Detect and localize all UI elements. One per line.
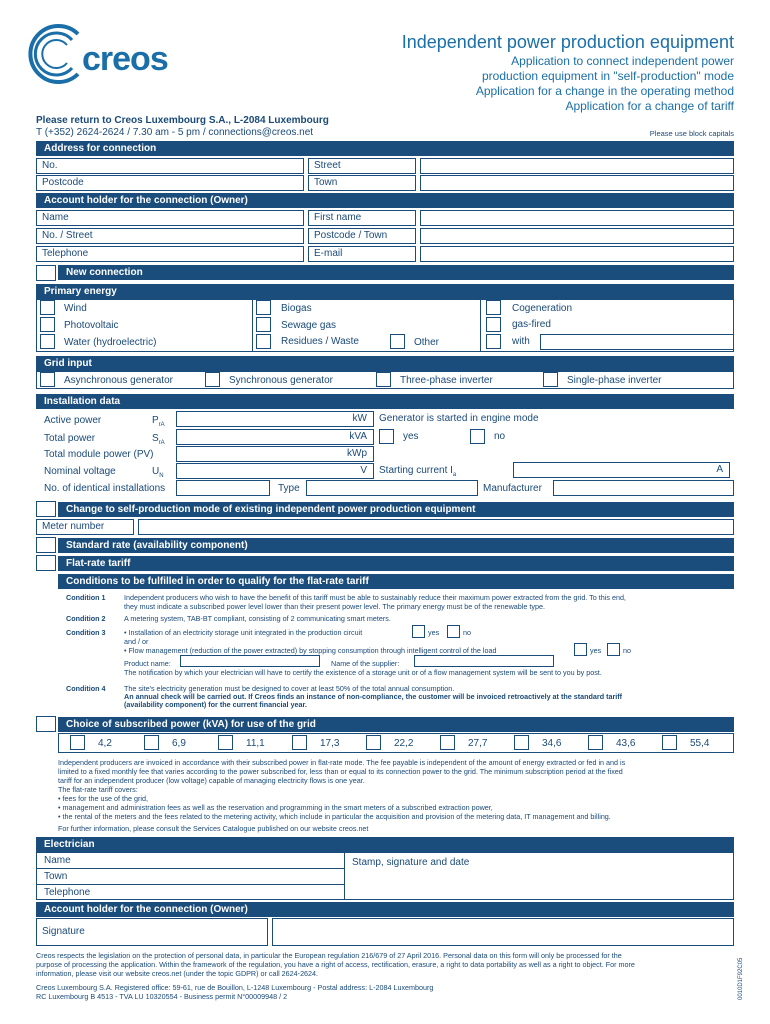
single-phase-checkbox[interactable]	[543, 372, 558, 387]
type-field[interactable]	[306, 480, 478, 496]
condition-1-text-1: Independent producers who wish to have the benefit of this tariff must be able to sustainably reduce their maximum power extracted from the grid. To this end,	[124, 593, 626, 602]
condition-4-bold-1: An annual check will be carried out. If Creos finds an instance of non-compliance, the customer will be invoiced retroactively at the standard tariff	[124, 692, 623, 701]
divider	[480, 299, 481, 352]
gdpr-line-2: purpose of processing the application. Within the framework of the regulation, you have a right of access, rectification, erasure, a right to data portability as well as a right to object. For more	[36, 960, 635, 969]
manufacturer-field[interactable]	[553, 480, 734, 496]
info-bullet-2: • management and administration fees as well as the reservation and programming in the smart meters of a subscribed extraction power,	[58, 803, 493, 812]
kva-option-label: 55,4	[690, 738, 710, 749]
holder-street-label: No. / Street	[42, 230, 93, 241]
starting-current-field[interactable]	[513, 462, 730, 478]
signature-field[interactable]	[272, 918, 734, 946]
town-label: Town	[314, 177, 338, 188]
block-capitals-note: Please use block capitals	[649, 129, 734, 138]
postcode-town-label-cell	[308, 228, 416, 244]
condition-1-text-2: they must indicate a subscribed power level lower than their present power level. The primary energy must be of the renewable type.	[124, 602, 545, 611]
primary-energy-bar: Primary energy	[36, 284, 734, 299]
kva-option-label: 43,6	[616, 738, 636, 749]
total-power-symbol-letter: S	[152, 433, 159, 444]
gas-fired-checkbox[interactable]	[486, 317, 501, 332]
divider	[36, 868, 344, 869]
total-power-field[interactable]	[176, 429, 374, 445]
postcode-field[interactable]	[36, 175, 304, 191]
starting-current-text: Starting current I	[379, 465, 453, 476]
product-name-field[interactable]	[180, 655, 320, 667]
no-field[interactable]	[36, 158, 304, 174]
info-bullet-3: • the rental of the meters and the fees related to the metering activity, which include in particular the acquisition and provision of the metering data, IT management and billing.	[58, 812, 611, 821]
engine-mode-label: Generator is started in engine mode	[379, 413, 539, 424]
water-checkbox[interactable]	[40, 334, 55, 349]
async-label: Asynchronous generator	[64, 375, 173, 386]
owner-signature-bar: Account holder for the connection (Owner)	[36, 902, 734, 917]
identical-installations-field[interactable]	[176, 480, 270, 496]
header-line-1: Application to connect independent power	[511, 54, 734, 68]
storage-yes-checkbox[interactable]	[412, 625, 425, 638]
kva-option-checkbox[interactable]	[662, 735, 677, 750]
condition-1-label: Condition 1	[66, 593, 106, 602]
wind-label: Wind	[64, 303, 87, 314]
postcode-town-field[interactable]	[420, 228, 734, 244]
flow-yes-checkbox[interactable]	[574, 643, 587, 656]
water-label: Water (hydroelectric)	[64, 337, 157, 348]
electrician-bar: Electrician	[36, 837, 734, 852]
manufacturer-label: Manufacturer	[483, 483, 542, 494]
kva-option-label: 34,6	[542, 738, 562, 749]
condition-2-text: A metering system, TAB-BT compliant, consisting of 2 communicating smart meters.	[124, 614, 391, 623]
sync-checkbox[interactable]	[205, 372, 220, 387]
active-power-symbol-letter: P	[152, 415, 159, 426]
brand-name: creos	[82, 40, 168, 78]
contact-line: T (+352) 2624-2624 / 7.30 am - 5 pm / connections@creos.net	[36, 127, 314, 138]
holder-name-label: Name	[42, 212, 69, 223]
storage-no-label: no	[463, 628, 471, 637]
return-address: Please return to Creos Luxembourg S.A., L-2084 Luxembourg	[36, 115, 329, 126]
engine-yes-checkbox[interactable]	[379, 429, 394, 444]
product-name-label: Product name:	[124, 659, 171, 668]
condition-2-label: Condition 2	[66, 614, 106, 623]
meter-number-label-cell	[36, 519, 134, 535]
total-power-subscript: rA	[158, 440, 165, 446]
header-line-4: Application for a change of tariff	[565, 99, 734, 113]
flow-yes-label: yes	[590, 646, 602, 655]
no-label: No.	[42, 160, 58, 171]
total-power-unit: kVA	[349, 431, 367, 442]
installation-bar: Installation data	[36, 394, 734, 409]
supplier-name-field[interactable]	[414, 655, 554, 667]
standard-rate-checkbox[interactable]	[36, 537, 56, 553]
cogeneration-checkbox[interactable]	[486, 300, 501, 315]
first-name-label: First name	[314, 212, 362, 223]
first-name-label-cell	[308, 210, 416, 226]
residues-label: Residues / Waste	[281, 336, 359, 347]
holder-street-field[interactable]	[36, 228, 304, 244]
kva-option-checkbox[interactable]	[440, 735, 455, 750]
company-address: Creos Luxembourg S.A. Registered office: 59-61, rue de Bouillon, L-1248 Luxembourg - Postal address: L-2084 Luxembourg	[36, 983, 434, 992]
street-label-cell	[308, 158, 416, 174]
condition-4-label: Condition 4	[66, 684, 106, 693]
email-label: E-mail	[314, 248, 343, 259]
holder-name-field[interactable]	[36, 210, 304, 226]
total-power-symbol	[152, 433, 165, 446]
condition-3-flow: • Flow management (reduction of the power extracted) by stopping consumption through intelligent control of the load	[124, 646, 497, 655]
engine-yes-label: yes	[403, 431, 419, 442]
signature-label: Signature	[42, 926, 85, 937]
grid-input-bar: Grid input	[36, 356, 734, 371]
flow-no-label: no	[623, 646, 631, 655]
condition-4-text: The site's electricity generation must be designed to cover at least 50% of the total annual consumption.	[124, 684, 455, 693]
residues-checkbox[interactable]	[256, 334, 271, 349]
company-registration: RC Luxembourg B 4513 - TVA LU 10320554 - Business permit N°00009948 / 2	[36, 992, 288, 1001]
kva-option-checkbox[interactable]	[70, 735, 85, 750]
active-power-symbol	[152, 415, 165, 428]
kva-option-label: 22,2	[394, 738, 414, 749]
new-connection-bar: New connection	[58, 265, 734, 280]
info-line-2: limited to a fixed monthly fee that varies according to the power subscribed for, less than or equal to its connection power to the grid. The minimum subscription period at the fixed	[58, 767, 623, 776]
change-mode-checkbox[interactable]	[36, 501, 56, 517]
standard-rate-bar: Standard rate (availability component)	[58, 538, 734, 553]
divider	[344, 852, 345, 900]
supplier-name-label: Name of the supplier:	[331, 659, 400, 668]
engine-no-label: no	[494, 431, 506, 442]
info-bullet-1: • fees for the use of the grid,	[58, 794, 149, 803]
total-power-label: Total power	[44, 433, 96, 444]
condition-3-note: The notification by which your electrician will have to certify the existence of a storage unit or of a flow management system will be sent to you by post.	[124, 668, 602, 677]
change-mode-bar: Change to self-production mode of existing independent power production equipment	[58, 502, 734, 517]
telephone-field[interactable]	[36, 246, 304, 262]
condition-4-bold-2: (availability component) for the current financial year.	[124, 700, 307, 709]
nominal-voltage-label: Nominal voltage	[44, 466, 116, 477]
module-power-unit: kWp	[347, 448, 367, 459]
other-checkbox[interactable]	[390, 334, 405, 349]
street-field[interactable]	[420, 158, 734, 174]
condition-3-storage: • Installation of an electricity storage unit integrated in the production circuit	[124, 628, 363, 637]
first-name-field[interactable]	[420, 210, 734, 226]
photovoltaic-checkbox[interactable]	[40, 317, 55, 332]
address-bar: Address for connection	[36, 141, 734, 156]
flat-rate-bar: Flat-rate tariff	[58, 556, 734, 571]
meter-number-label: Meter number	[42, 521, 105, 532]
town-label-cell	[308, 175, 416, 191]
flow-no-checkbox[interactable]	[607, 643, 620, 656]
signature-label-cell	[36, 918, 268, 946]
flat-rate-checkbox[interactable]	[36, 555, 56, 571]
storage-no-checkbox[interactable]	[447, 625, 460, 638]
subscribed-power-bar: Choice of subscribed power (kVA) for use of the grid	[58, 717, 734, 732]
async-checkbox[interactable]	[40, 372, 55, 387]
sync-label: Synchronous generator	[229, 375, 333, 386]
wind-checkbox[interactable]	[40, 300, 55, 315]
electrician-name-field[interactable]: Name	[44, 855, 71, 866]
three-phase-label: Three-phase inverter	[400, 375, 493, 386]
form-title: Independent power production equipment	[401, 32, 734, 52]
identical-installations-label: No. of identical installations	[44, 483, 166, 494]
sewage-label: Sewage gas	[281, 320, 337, 331]
kva-option-label: 27,7	[468, 738, 488, 749]
kva-option-checkbox[interactable]	[514, 735, 529, 750]
nominal-voltage-subscript: N	[159, 473, 164, 479]
with-label: with	[512, 336, 530, 347]
gdpr-line-3: information, please visit our website creos.net (under the topic GDPR) or call 2624-2624.	[36, 969, 319, 978]
kva-option-checkbox[interactable]	[144, 735, 159, 750]
engine-no-checkbox[interactable]	[470, 429, 485, 444]
town-field[interactable]	[420, 175, 734, 191]
postcode-town-label: Postcode / Town	[314, 230, 388, 241]
kva-option-checkbox[interactable]	[366, 735, 381, 750]
kva-option-label: 11,1	[246, 738, 265, 749]
active-power-field[interactable]	[176, 411, 374, 427]
active-power-label: Active power	[44, 415, 102, 426]
biogas-label: Biogas	[281, 303, 312, 314]
condition-3-label: Condition 3	[66, 628, 106, 637]
telephone-label: Telephone	[42, 248, 89, 259]
condition-3-and-or: and / or	[124, 637, 149, 646]
kva-option-label: 6,9	[172, 738, 186, 749]
kva-option-label: 17,3	[320, 738, 340, 749]
info-line-1: Independent producers are invoiced in accordance with their subscribed power in flat-rate mode. The fee payable is independent of the amount of energy extracted or fed in and is	[58, 758, 626, 767]
email-field[interactable]	[420, 246, 734, 262]
divider	[36, 884, 344, 885]
street-label: Street	[314, 160, 341, 171]
gas-fired-label: gas-fired	[512, 319, 551, 330]
nominal-voltage-symbol	[152, 466, 164, 479]
active-power-unit: kW	[352, 413, 367, 424]
holder-bar: Account holder for the connection (Owner)	[36, 193, 734, 208]
nominal-voltage-field[interactable]	[176, 463, 374, 479]
nominal-voltage-unit: V	[360, 465, 367, 476]
header-line-2: production equipment in "self-production" mode	[482, 69, 734, 83]
starting-current-unit: A	[716, 464, 723, 475]
starting-current-label	[379, 465, 456, 478]
info-line-3: tariff for an independent producer (low voltage) capable of managing electricity flows is one year.	[58, 776, 365, 785]
further-info: For further information, please consult the Services Catalogue published on our website creos.net	[58, 824, 369, 833]
kva-option-checkbox[interactable]	[218, 735, 233, 750]
photovoltaic-label: Photovoltaic	[64, 320, 119, 331]
stamp-signature-date-field[interactable]: Stamp, signature and date	[352, 857, 470, 868]
module-power-field[interactable]	[176, 446, 374, 462]
with-field[interactable]	[540, 334, 734, 350]
kva-option-checkbox[interactable]	[292, 735, 307, 750]
other-label: Other	[414, 337, 440, 348]
active-power-subscript: rA	[158, 422, 165, 428]
header-line-3: Application for a change in the operating method	[475, 84, 734, 98]
type-label: Type	[278, 483, 300, 494]
electrician-town-field[interactable]: Town	[44, 871, 68, 882]
with-checkbox[interactable]	[486, 334, 501, 349]
conditions-bar: Conditions to be fulfilled in order to qualify for the flat-rate tariff	[58, 574, 734, 589]
kva-option-checkbox[interactable]	[588, 735, 603, 750]
single-phase-label: Single-phase inverter	[567, 375, 662, 386]
gdpr-line-1: Creos respects the legislation on the protection of personal data, in particular the European regulation 216/679 of 27 April 2016. Personal data on this form will only be processed for the	[36, 951, 622, 960]
module-power-label: Total module power (PV)	[44, 449, 154, 460]
starting-current-subscript: a	[452, 472, 457, 478]
info-line-4: The flat-rate tariff covers:	[58, 785, 138, 794]
kva-option-label: 4,2	[98, 738, 112, 749]
three-phase-checkbox[interactable]	[376, 372, 391, 387]
postcode-label: Postcode	[42, 177, 84, 188]
divider	[252, 299, 253, 352]
cogeneration-label: Cogeneration	[512, 303, 573, 314]
subscribed-power-checkbox[interactable]	[36, 716, 56, 732]
storage-yes-label: yes	[428, 628, 440, 637]
biogas-checkbox[interactable]	[256, 300, 271, 315]
creos-logo	[22, 22, 182, 86]
electrician-telephone-field[interactable]: Telephone	[44, 887, 91, 898]
nominal-voltage-symbol-letter: U	[152, 466, 160, 477]
meter-number-field[interactable]	[138, 519, 734, 535]
new-connection-checkbox[interactable]	[36, 265, 56, 281]
sewage-checkbox[interactable]	[256, 317, 271, 332]
email-label-cell	[308, 246, 416, 262]
document-code: 0010D1F92C05	[738, 957, 744, 1000]
